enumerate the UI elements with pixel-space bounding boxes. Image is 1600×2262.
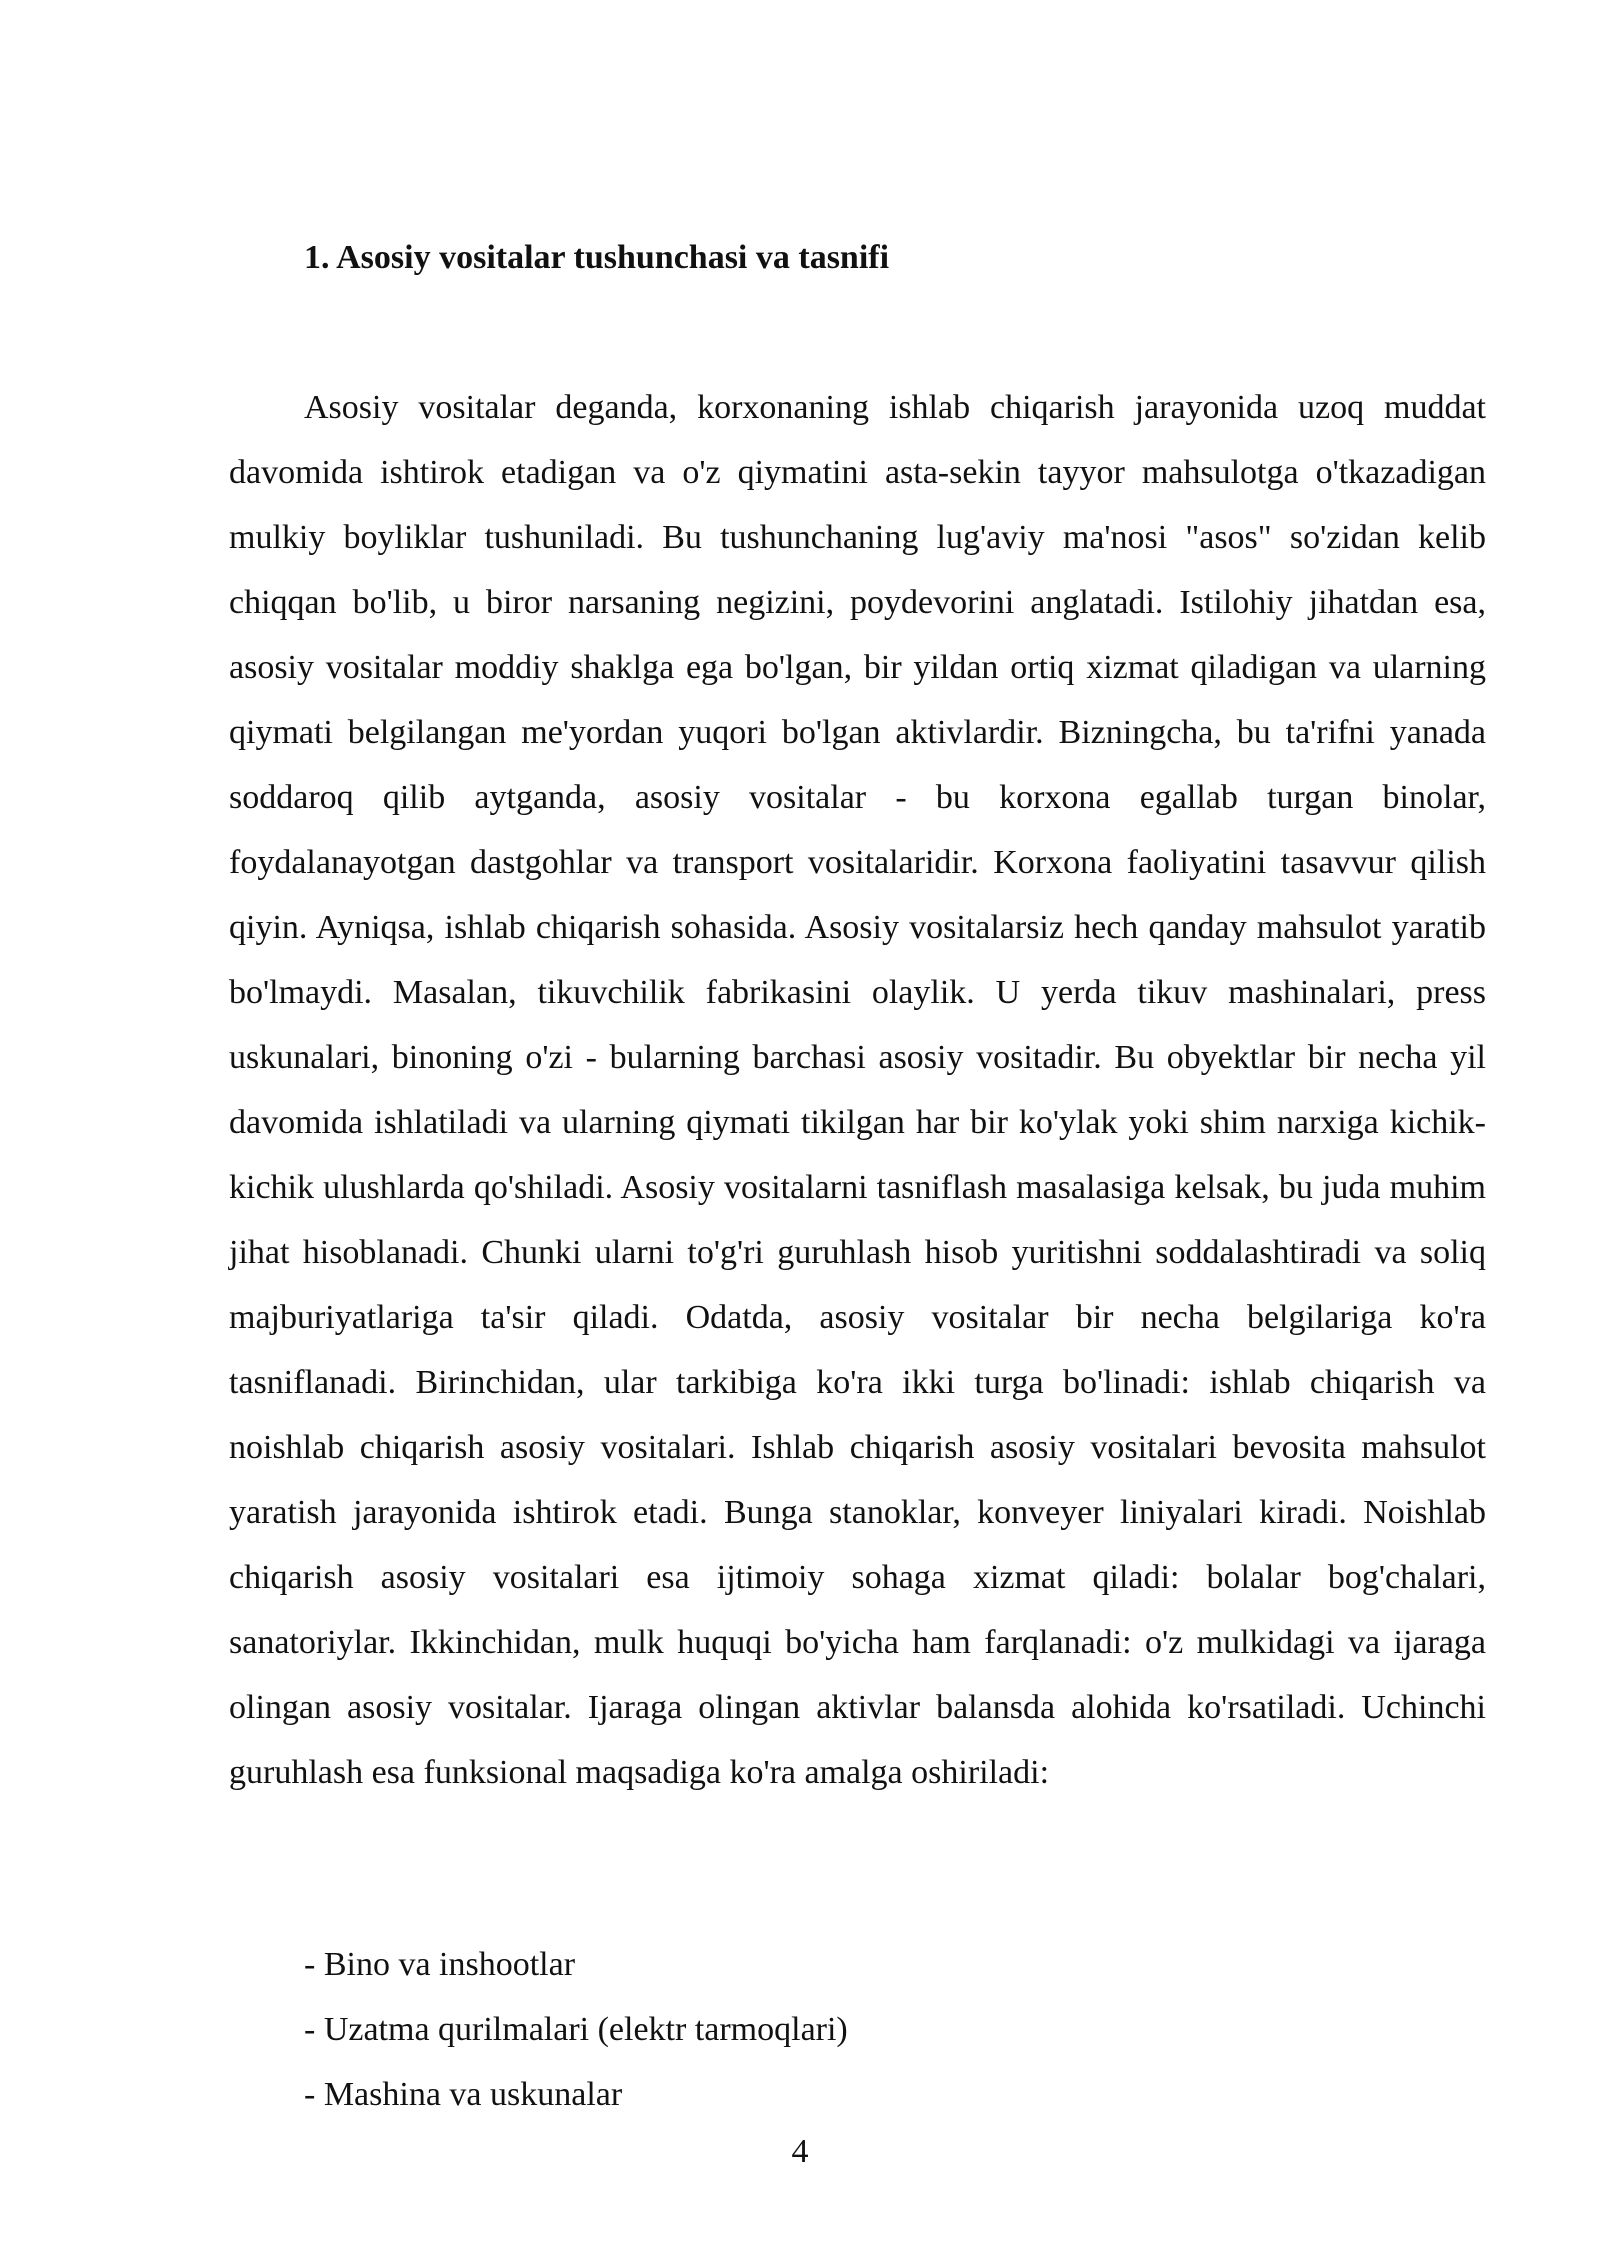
page-number: 4 xyxy=(791,2133,809,2170)
list-item: - Mashina va uskunalar xyxy=(304,2076,623,2113)
body-paragraph: Asosiy vositalar deganda, korxonaning ishlab chiqarish jarayonida uzoq muddat davomida ishtirok etadigan va o'z qiymatini asta-sekin tayyor mahsulotga o'tkazadigan mulkiy boyliklar tushuniladi. Bu tushunchaning lug'aviy ma'nosi "asos" so'zidan kelib chiqqan bo'lib, u biror narsaning negizini, poydevorini anglatadi. Istilohiy jihatdan esa, asosiy vositalar moddiy shaklga ega bo'lgan, bir yildan ortiq xizmat qiladigan va ularning qiymati belgilangan me'yordan yuqori bo'lgan aktivlardir. Bizningcha, bu ta'rifni yanada soddaroq qilib aytganda, asosiy vositalar - bu korxona egallab turgan binolar, foydalanayotgan dastgohlar va transport vositalaridir. Korxona faoliyatini tasavvur qilish qiyin. Ayniqsa, ishlab chiqarish sohasida. Asosiy vositalarsiz hech qanday mahsulot yaratib bo'lmaydi. Masalan, tikuvchilik fabrikasini olaylik. U yerda tikuv mashinalari, press uskunalari, binoning o'zi - bularning barchasi asosiy vositadir. Bu obyektlar bir necha yil davomida ishlatiladi va ularning qiymati tikilgan har bir ko'ylak yoki shim narxiga kichik-kichik ulushlarda qo'shiladi. Asosiy vositalarni tasniflash masalasiga kelsak, bu juda muhim jihat hisoblanadi. Chunki ularni to'g'ri guruhlash hisob yuritishni soddalashtiradi va soliq majburiyatlariga ta'sir qiladi. Odatda, asosiy vositalar bir necha belgilariga ko'ra tasniflanadi. Birinchidan, ular tarkibiga ko'ra ikki turga bo'linadi: ishlab chiqarish va noishlab chiqarish asosiy vositalari. Ishlab chiqarish asosiy vositalari bevosita mahsulot yaratish jarayonida ishtirok etadi. Bunga stanoklar, konveyer liniyalari kiradi. Noishlab chiqarish asosiy vositalari esa ijtimoiy sohaga xizmat qiladi: bolalar bog'chalari, sanatoriylar. Ikkinchidan, mulk huquqi bo'yicha ham farqlanadi: o'z mulkidagi va ijaraga olingan asosiy vositalar. Ijaraga olingan aktivlar balansda alohida ko'rsatiladi. Uchinchi guruhlash esa funksional maqsadiga ko'ra amalga oshiriladi: xyxy=(229,389,1486,1791)
classification-list xyxy=(304,1932,848,2127)
list-item: - Uzatma qurilmalari (elektr tarmoqlari) xyxy=(304,2011,848,2048)
list-item: - Bino va inshootlar xyxy=(304,1946,576,1983)
section-heading: 1. Asosiy vositalar tushunchasi va tasnifi xyxy=(304,239,890,276)
